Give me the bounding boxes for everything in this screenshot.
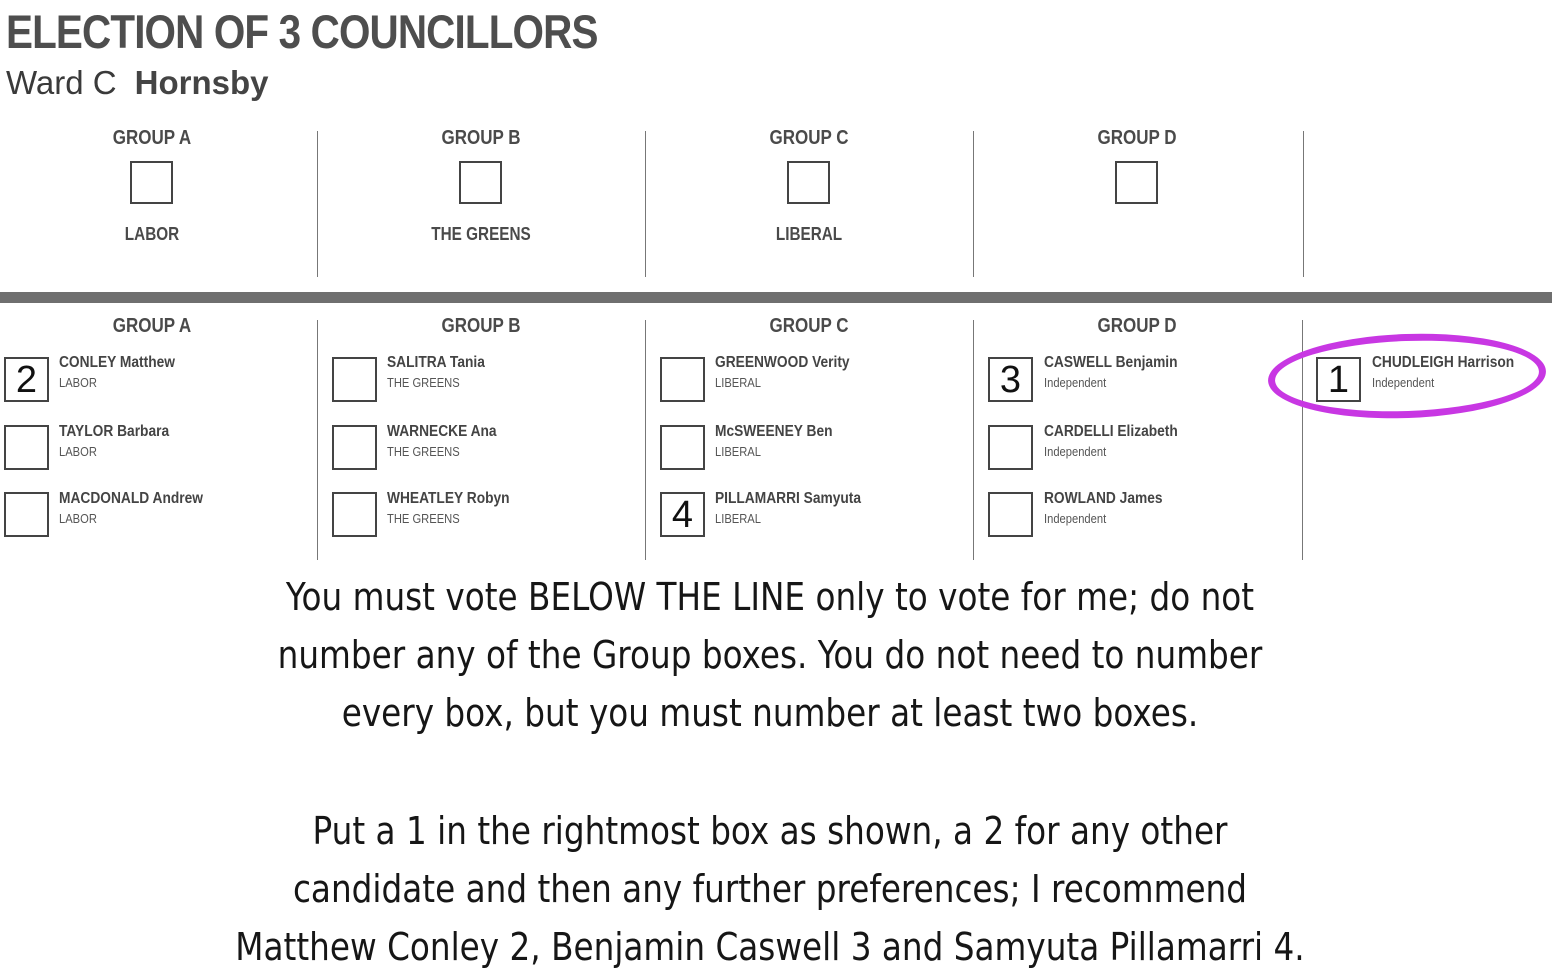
candidate-vote-box[interactable] [660, 357, 705, 402]
ballot-title: ELECTION OF 3 COUNCILLORS [6, 5, 598, 58]
candidate-party: Independent [1372, 375, 1435, 390]
column-divider [973, 320, 974, 560]
candidate-name: CARDELLI Elizabeth [1044, 423, 1178, 440]
candidate-vote-box[interactable]: 2 [4, 357, 49, 402]
candidate-name: SALITRA Tania [387, 354, 485, 371]
candidate-name: McSWEENEY Ben [715, 423, 833, 440]
column-divider [645, 131, 646, 277]
above-group-b-header: GROUP B [441, 127, 521, 149]
candidate-name: MACDONALD Andrew [59, 490, 203, 507]
candidate-party: Independent [1044, 444, 1107, 459]
below-group-c-header: GROUP C [769, 315, 849, 337]
candidate-party: THE GREENS [387, 511, 460, 526]
above-group-a-party: LABOR [124, 224, 180, 244]
candidate-vote-box[interactable]: 3 [988, 357, 1033, 402]
instruction-line: Matthew Conley 2, Benjamin Caswell 3 and Samyuta Pillamarri 4. [235, 925, 1305, 969]
instruction-line: every box, but you must number at least two boxes. [341, 691, 1199, 735]
instruction-line: Put a 1 in the rightmost box as shown, a 2 for any other [312, 809, 1228, 853]
column-divider [645, 320, 646, 560]
above-group-d-box[interactable] [1115, 161, 1158, 204]
candidate-vote-box[interactable] [4, 492, 49, 537]
column-divider [317, 320, 318, 560]
ballot-dividing-line [0, 292, 1552, 303]
below-group-b-header: GROUP B [441, 315, 521, 337]
candidate-party: THE GREENS [387, 375, 460, 390]
candidate-name: CASWELL Benjamin [1044, 354, 1178, 371]
above-group-b-box[interactable] [459, 161, 502, 204]
candidate-party: LABOR [59, 444, 97, 459]
candidate-vote-box[interactable]: 1 [1316, 357, 1361, 402]
candidate-party: LIBERAL [715, 511, 761, 526]
candidate-name: GREENWOOD Verity [715, 354, 850, 371]
above-group-c-header: GROUP C [769, 127, 849, 149]
candidate-party: LABOR [59, 511, 97, 526]
candidate-party: LIBERAL [715, 375, 761, 390]
candidate-name: CHUDLEIGH Harrison [1372, 354, 1515, 371]
above-group-b-party: THE GREENS [431, 224, 531, 244]
instruction-line: candidate and then any further preferences; I recommend [292, 867, 1248, 911]
instruction-line: You must vote BELOW THE LINE only to vote for me; do not [285, 575, 1255, 619]
candidate-party: Independent [1044, 375, 1107, 390]
above-group-c-party: LIBERAL [775, 224, 843, 244]
candidate-party: THE GREENS [387, 444, 460, 459]
candidate-vote-box[interactable] [988, 425, 1033, 470]
column-divider [973, 131, 974, 277]
candidate-name: TAYLOR Barbara [59, 423, 170, 440]
candidate-party: LIBERAL [715, 444, 761, 459]
candidate-name: CONLEY Matthew [59, 354, 175, 371]
candidate-name: PILLAMARRI Samyuta [715, 490, 862, 507]
candidate-vote-box[interactable] [332, 425, 377, 470]
candidate-party: Independent [1044, 511, 1107, 526]
candidate-vote-box[interactable] [988, 492, 1033, 537]
candidate-name: ROWLAND James [1044, 490, 1163, 507]
above-group-c-box[interactable] [787, 161, 830, 204]
ward-name: Hornsby [134, 64, 269, 101]
candidate-name: WARNECKE Ana [387, 423, 497, 440]
below-group-d-header: GROUP D [1097, 315, 1177, 337]
instructions-paragraph [211, 802, 1329, 976]
candidate-vote-box[interactable] [332, 492, 377, 537]
column-divider [317, 131, 318, 277]
column-divider [1303, 131, 1304, 277]
above-group-a-box[interactable] [130, 161, 173, 204]
candidate-vote-box[interactable]: 4 [660, 492, 705, 537]
instruction-line: number any of the Group boxes. You do not need to number [277, 633, 1263, 677]
candidate-vote-box[interactable] [660, 425, 705, 470]
candidate-name: WHEATLEY Robyn [387, 490, 510, 507]
ward-subtitle [6, 64, 268, 102]
candidate-vote-box[interactable] [332, 357, 377, 402]
above-group-d-header: GROUP D [1097, 127, 1177, 149]
ward-label: Ward C [6, 64, 117, 101]
instructions-paragraph [211, 568, 1329, 742]
below-group-a-header: GROUP A [112, 315, 192, 337]
candidate-vote-box[interactable] [4, 425, 49, 470]
above-group-a-header: GROUP A [112, 127, 192, 149]
highlight-circle [1267, 329, 1548, 423]
candidate-party: LABOR [59, 375, 97, 390]
